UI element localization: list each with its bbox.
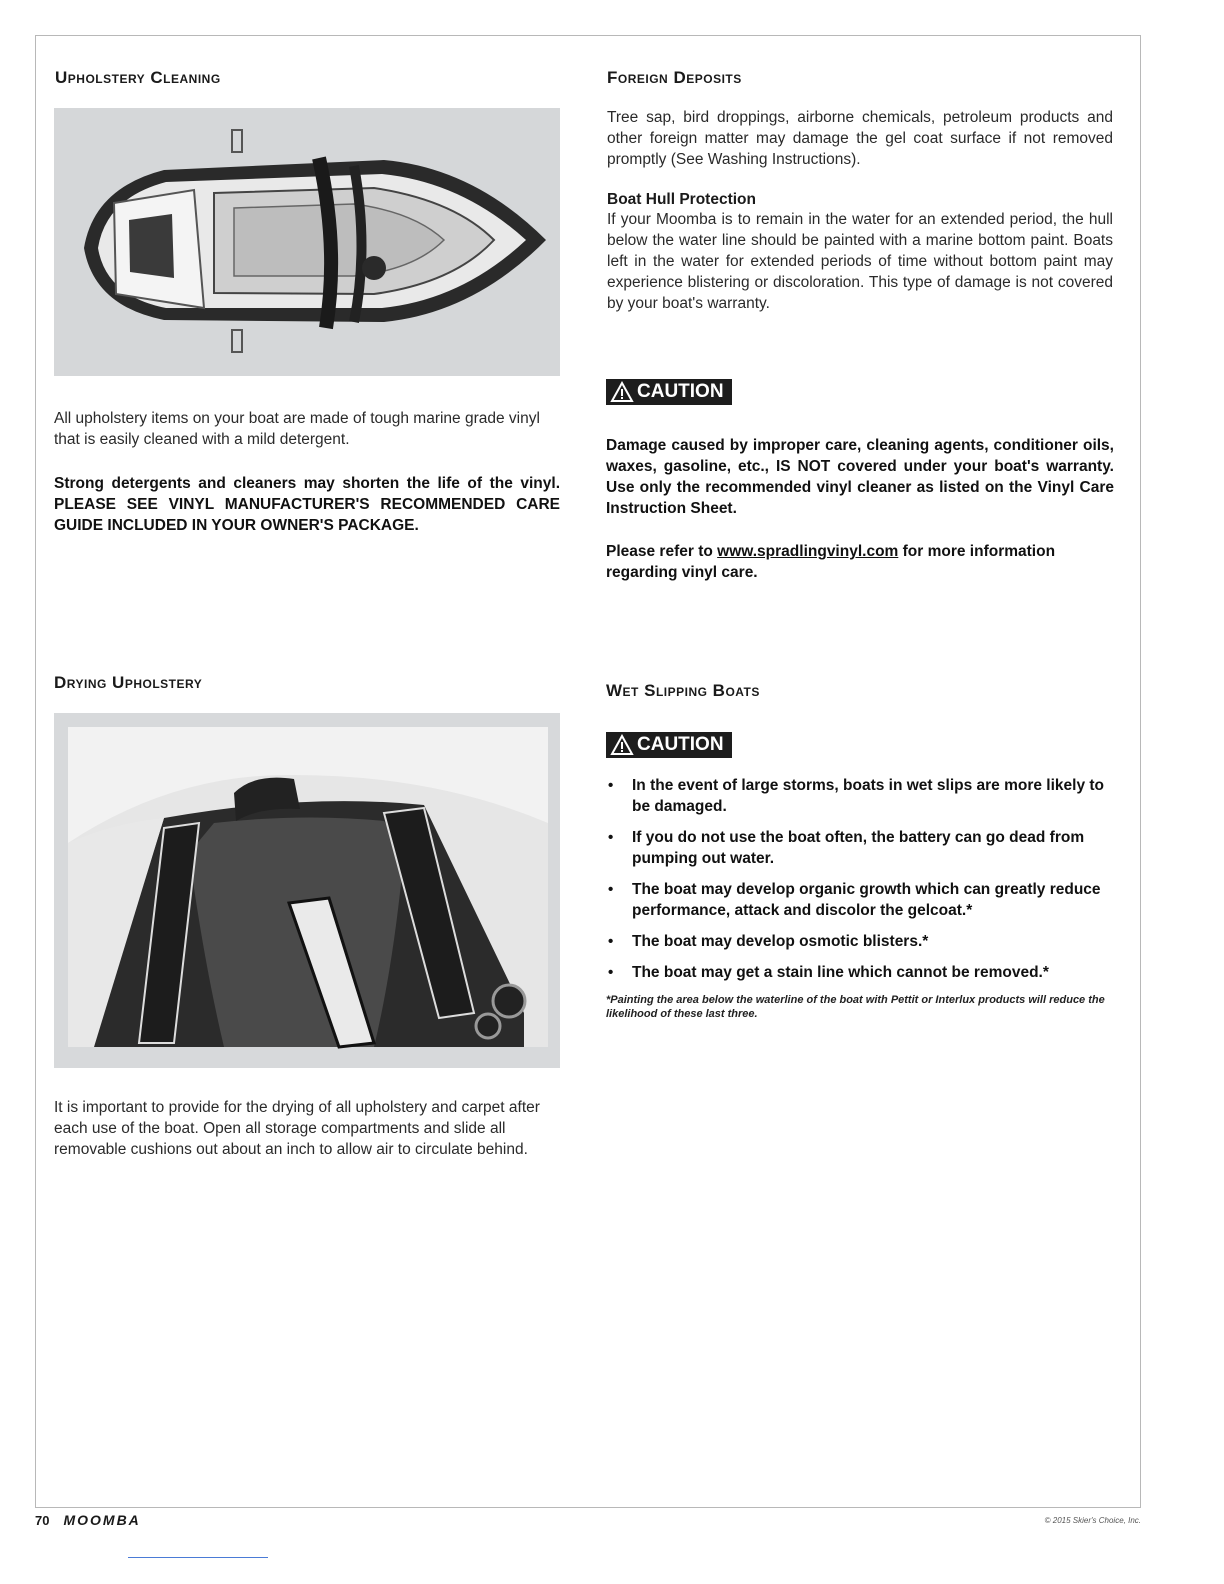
drying-paragraph: It is important to provide for the drying of all upholstery and carpet after each use of the boat. Open all storage compartments and slide all removable cushions out about an inch to allow air to circulate behind. (54, 1099, 540, 1158)
wet-slipping-caution-badge (606, 732, 732, 758)
spradling-vinyl-link[interactable]: www.spradlingvinyl.com (717, 543, 899, 560)
caution-label: CAUTION (637, 734, 724, 755)
divider-line (128, 1557, 268, 1558)
brand-logo: MOOMBA (63, 1512, 141, 1528)
warning-triangle-icon (610, 381, 634, 403)
hull-protection-heading: Boat Hull Protection (607, 191, 756, 208)
list-item: • The boat may get a stain line which cannot be removed.* (606, 962, 1114, 983)
warning-triangle-icon (610, 734, 634, 756)
drying-upholstery-heading: Drying Upholstery (54, 673, 203, 692)
vinyl-care-reference (606, 541, 1114, 583)
foreign-deposits-section (607, 68, 1113, 314)
drying-upholstery-section (54, 673, 560, 693)
upholstery-cleaning-section (55, 68, 561, 88)
list-item: • If you do not use the boat often, the battery can go dead from pumping out water. (606, 827, 1114, 869)
boat-bow-interior-photo (54, 713, 560, 1068)
footnote: *Painting the area below the waterline of the boat with Pettit or Interlux products will reduce the likelihood of these last three. (606, 994, 1105, 1020)
list-item: • The boat may develop organic growth which can greatly reduce performance, attack and discolor the gelcoat.* (606, 879, 1114, 921)
upholstery-paragraph: All upholstery items on your boat are made of tough marine grade vinyl that is easily cleaned with a mild detergent. (54, 410, 540, 448)
wet-slipping-list (606, 775, 1114, 983)
drying-upholstery-body (54, 1097, 560, 1160)
copyright: © 2015 Skier's Choice, Inc. (1044, 1516, 1141, 1525)
wet-slipping-heading: Wet Slipping Boats (606, 681, 760, 700)
refer-prefix: Please refer to (606, 543, 718, 560)
caution-badge (606, 379, 732, 405)
footer-left (35, 1512, 141, 1528)
wet-slipping-body (606, 775, 1114, 1021)
foreign-deposits-heading: Foreign Deposits (607, 68, 742, 87)
wet-slipping-section (606, 681, 1112, 701)
hull-protection-paragraph: If your Moomba is to remain in the water for an extended period, the hull below the water line should be painted with a marine bottom paint. Boats left in the water for extended periods of time without bottom paint may experience blistering or discoloration. This type of damage is not covered by your boat's warranty. (607, 211, 1113, 312)
list-item: • In the event of large storms, boats in wet slips are more likely to be damaged. (606, 775, 1114, 817)
caution-text: Damage caused by improper care, cleaning agents, conditioner oils, waxes, gasoline, etc., IS NOT covered under your boat's warranty. Use only the recommended vinyl cleaner as listed on the Vinyl Care Instruction Sheet. (606, 437, 1114, 517)
upholstery-cleaning-body (54, 408, 560, 536)
upholstery-cleaning-heading: Upholstery Cleaning (55, 68, 221, 87)
list-item: • The boat may develop osmotic blisters.* (606, 931, 1114, 952)
caution-label: CAUTION (637, 381, 724, 402)
caution-body (606, 435, 1114, 583)
boat-top-view-photo (54, 108, 560, 376)
refer-suffix: for more information regarding vinyl care. (606, 543, 1056, 581)
foreign-deposits-paragraph: Tree sap, bird droppings, airborne chemicals, petroleum products and other foreign matter may damage the gel coat surface if not removed promptly (See Washing Instructions). (607, 109, 1113, 168)
upholstery-warning: Strong detergents and cleaners may shorten the life of the vinyl. PLEASE SEE VINYL MANUFACTURER'S RECOMMENDED CARE GUIDE INCLUDED IN YOUR OWNER'S PACKAGE. (54, 475, 560, 534)
page-number: 70 (35, 1512, 50, 1528)
